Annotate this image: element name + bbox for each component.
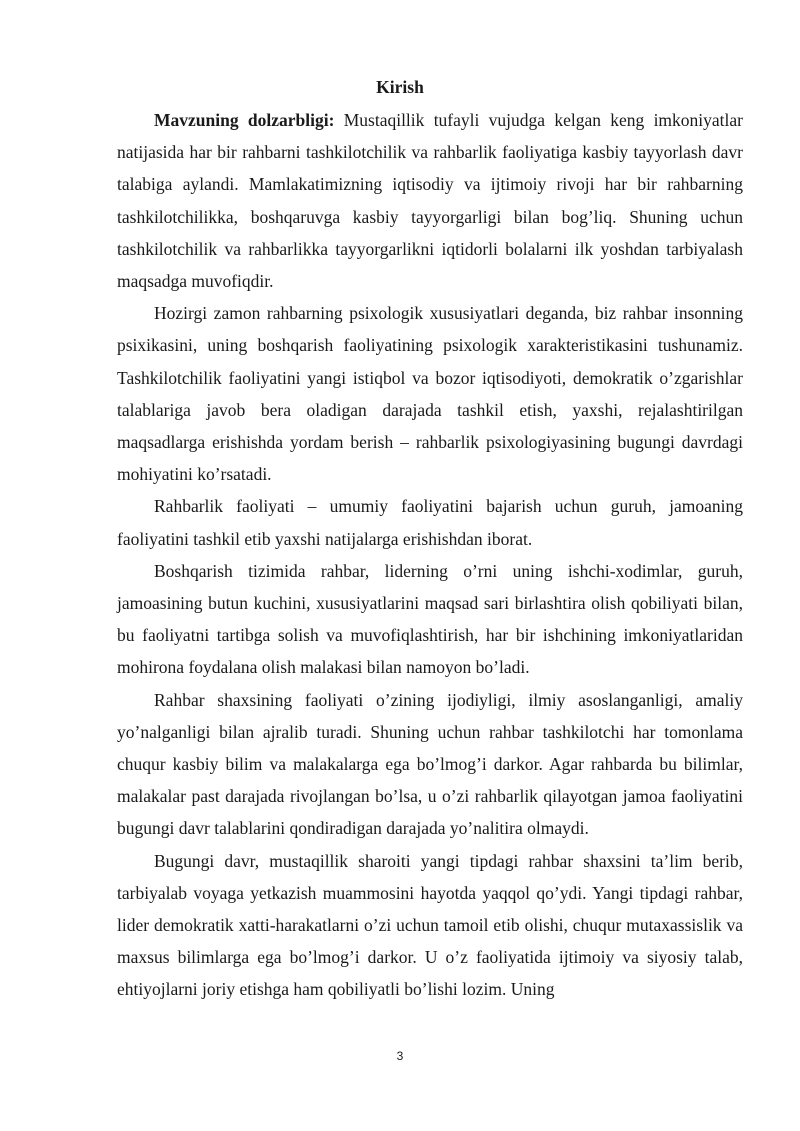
paragraph: Hozirgi zamon rahbarning psixologik xususiyatlari deganda, biz rahbar insonning psixikasini, uning boshqarish faoliyatining psixologik xarakteristikasini tushunamiz. Tashkilotchilik faoliyatini yangi istiqbol va bozor iqtisodiyoti, demokratik o’zgarishlar talablariga javob bera oladigan darajada tashkil etish, yaxshi, rejalashtirilgan maqsadlarga erishishda yordam berish – rahbarlik psixologiyasining bugungi davrdagi mohiyatini ko’rsatadi.: [117, 303, 743, 485]
page-number: 3: [396, 1049, 404, 1063]
paragraph: [117, 104, 743, 297]
paragraph: Rahbar shaxsining faoliyati o’zining ijodiyligi, ilmiy asoslanganligi, amaliy yo’nalganligi bilan ajralib turadi. Shuning uchun rahbar tashkilotchi har tomonlama chuqur kasbiy bilim va malakalarga ega bo’lmog’i darkor. Agar rahbarda bu bilimlar, malakalar past darajada rivojlangan bo’lsa, u o’zi rahbarlik qilayotgan jamoa faoliyatini bugungi davr talablarini qondiradigan darajada yo’nalitira olmaydi.: [117, 689, 743, 839]
paragraph-text: Mustaqillik tufayli vujudga kelgan keng imkoniyatlar natijasida har bir rahbarni tashkilotchilik va rahbarlik faoliyatiga kasbiy tayyorlash davr talabiga aylandi. Mamlakatimizning iqtisodiy va ijtimoiy rivoji har bir rahbarning tashkilotchilikka, boshqaruvga kasbiy tayyorgarligi bilan bog’liq. Shuning uchun tashkilotchilik va rahbarlikka tayyorgarlikni iqtidorli bolalarni ilk yoshdan tarbiyalash maqsadga muvofiqdir.: [117, 110, 743, 292]
paragraph-lead: Mavzuning dolzarbligi:: [154, 110, 335, 130]
section-title: Kirish: [376, 77, 424, 97]
paragraph: Boshqarish tizimida rahbar, liderning o’rni uning ishchi-xodimlar, guruh, jamoasining butun kuchini, xususiyatlarini maqsad sari birlashtira olish qobiliyati bilan, bu faoliyatni tartibga solish va muvofiqlashtirish, har bir ishchining imkoniyatlaridan mohirona foydalana olish malakasi bilan namoyon bo’ladi.: [117, 560, 743, 678]
paragraph: Rahbarlik faoliyati – umumiy faoliyatini bajarish uchun guruh, jamoaning faoliyatini tashkil etib yaxshi natijalarga erishishdan iborat.: [117, 496, 743, 549]
paragraph: Bugungi davr, mustaqillik sharoiti yangi tipdagi rahbar shaxsini ta’lim berib, tarbiyalab voyaga yetkazish muammosini hayotda yaqqol qo’ydi. Yangi tipdagi rahbar, lider demokratik xatti-harakatlarni o’zi uchun tamoil etib olishi, chuqur mutaxassislik va maxsus bilimlarga ega bo’lmog’i darkor. U o’z faoliyatida ijtimoiy va siyosiy talab, ehtiyojlarni joriy etishga ham qobiliyatli bo’lishi lozim. Uning: [117, 850, 743, 1000]
body-text: [117, 104, 743, 1006]
